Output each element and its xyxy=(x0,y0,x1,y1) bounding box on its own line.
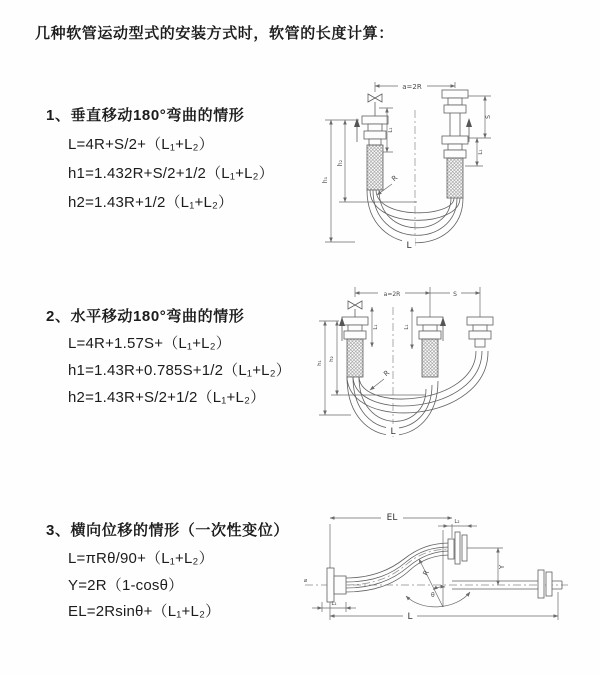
radius-label: R xyxy=(421,569,431,578)
dim-label-a2r: a=2R xyxy=(402,83,422,91)
dim-label-l1-left: L₁ xyxy=(373,324,379,330)
dim-label-l1-right: L₁ xyxy=(478,149,484,155)
radius-callout xyxy=(370,369,391,390)
left-pipe-fitting xyxy=(342,317,368,377)
diagram-lateral-displacement xyxy=(300,498,595,628)
length-label: L xyxy=(406,241,412,251)
left-flange xyxy=(327,568,346,602)
section-1-heading: 1、垂直移动180°弯曲的情形 xyxy=(46,107,245,124)
right-pipe-fitting xyxy=(442,90,468,198)
dim-label-l1-mid: L₁ xyxy=(404,324,410,330)
length-label: L xyxy=(390,427,396,437)
section-1-formula-h1: h1=1.432R+S/2+1/2（L₁+L₂） xyxy=(68,165,274,182)
section-3-formula-length: L=πRθ/90+（L₁+L₂） xyxy=(68,550,214,567)
right-pipe-fitting xyxy=(467,317,493,347)
dim-label-y: Y xyxy=(498,564,506,570)
section-3-formula-el: EL=2Rsinθ+（L₁+L₂） xyxy=(68,603,221,620)
dim-top-a2r-s xyxy=(355,287,480,317)
dim-l1 xyxy=(312,601,356,612)
diagram-horizontal-180-bend xyxy=(315,263,600,441)
top-right-flange xyxy=(448,532,467,564)
section-1-formula-h2: h2=1.43R+1/2（L₁+L₂） xyxy=(68,194,234,211)
section-1-formula-length: L=4R+S/2+（L₁+L₂） xyxy=(68,136,214,153)
left-pipe-fitting xyxy=(362,116,388,190)
dim-l1-left xyxy=(372,307,379,347)
radius-label: R xyxy=(390,173,400,184)
section-3-formula-y: Y=2R（1-cosθ） xyxy=(68,577,184,594)
dim-label-a2r: a=2R xyxy=(383,291,401,298)
section-3-heading: 3、横向位移的情形（一次性变位） xyxy=(46,522,289,539)
dim-label-l1-left: L₁ xyxy=(388,127,394,133)
dim-label-l: L xyxy=(407,612,413,622)
diagram-vertical-180-bend xyxy=(315,68,595,253)
radius-label: R xyxy=(382,368,392,379)
valve-icon xyxy=(348,301,362,309)
dim-label-s: S xyxy=(485,115,492,119)
centerline-mark: ⌀ xyxy=(304,578,308,584)
dim-y xyxy=(467,548,506,585)
section-2-heading: 2、水平移动180°弯曲的情形 xyxy=(46,308,245,325)
dim-label-h1: h₁ xyxy=(317,360,323,366)
dim-l2 xyxy=(438,519,477,526)
section-2-formula-length: L=4R+1.57S+（L₁+L₂） xyxy=(68,335,231,352)
section-2-formula-h2: h2=1.43R+S/2+1/2（L₁+L₂） xyxy=(68,389,266,406)
dim-label-h1: h₁ xyxy=(322,176,329,184)
dim-l xyxy=(330,592,558,622)
dim-label-el: EL xyxy=(386,513,398,523)
dim-label-h2: h₂ xyxy=(337,159,344,167)
angle-label: θ xyxy=(431,592,435,599)
middle-pipe-fitting xyxy=(417,317,443,377)
dim-label-l2: L₂ xyxy=(454,519,460,525)
hose-u-curves xyxy=(347,351,488,435)
dim-label-h2: h₂ xyxy=(329,356,335,362)
dim-label-s: S xyxy=(453,291,457,298)
valve-icon xyxy=(368,94,382,102)
dim-h1-h2 xyxy=(317,321,425,415)
dim-el xyxy=(330,511,452,620)
dim-l1-mid xyxy=(404,307,412,349)
page-title: 几种软管运动型式的安装方式时，软管的长度计算： xyxy=(35,25,394,42)
dim-label-l1: L₁ xyxy=(331,601,337,607)
section-2-formula-h1: h1=1.43R+0.785S+1/2（L₁+L₂） xyxy=(68,362,291,379)
